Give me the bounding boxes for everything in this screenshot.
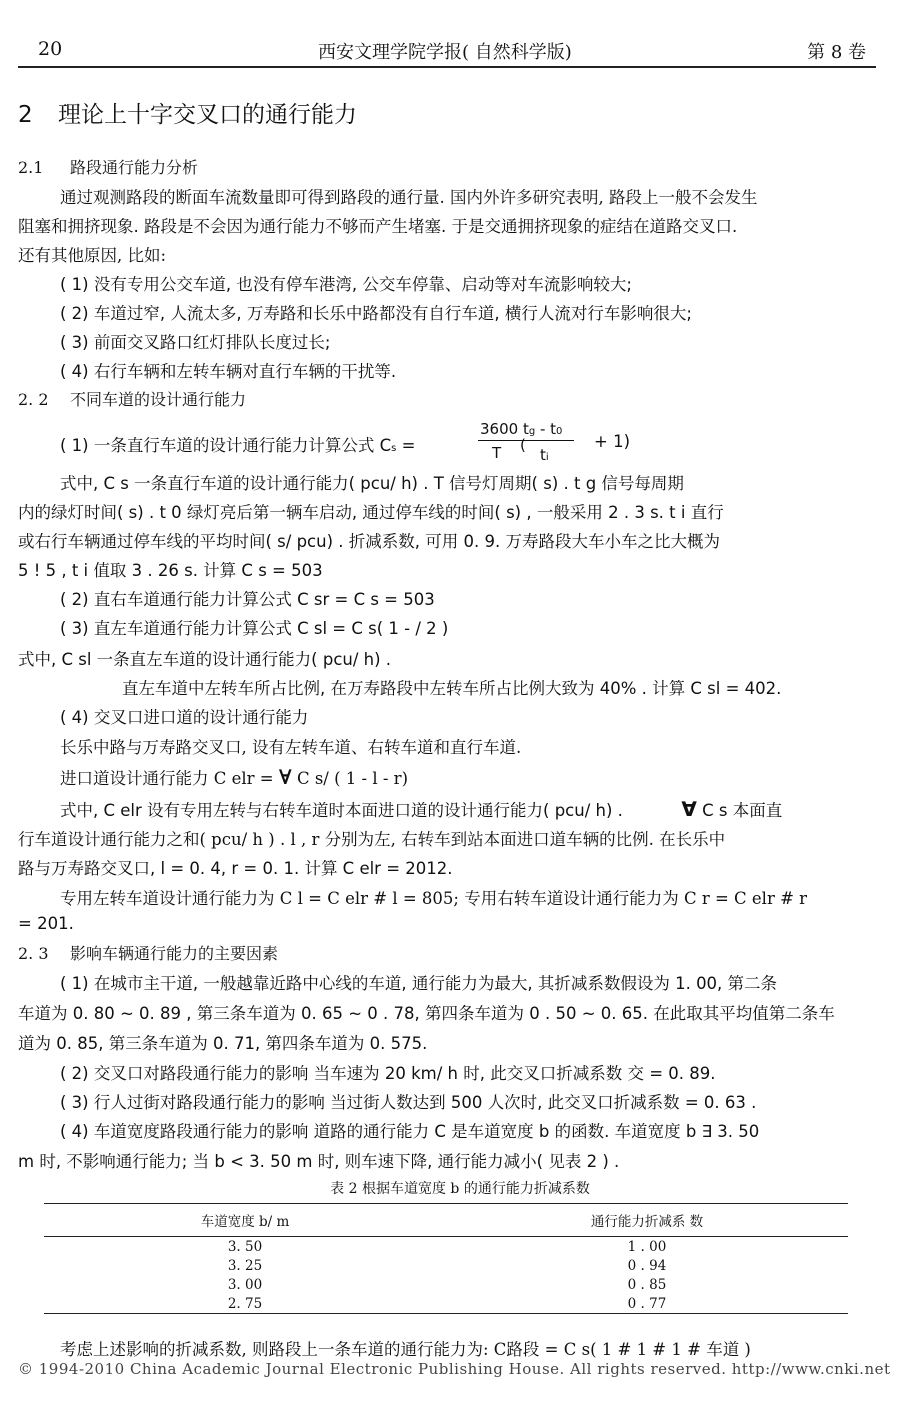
sum-symbol: ∀ [278, 765, 292, 789]
formula-text: t [540, 446, 546, 464]
table-row [44, 1275, 848, 1294]
paragraph-line: 通过观测路段的断面车流数量即可得到路段的通行量. 国内外许多研究表明, 路段上一般不会发生 [60, 188, 758, 207]
subsection-number: 2. 2 [18, 390, 49, 409]
subsection-title: 影响车辆通行能力的主要因素 [70, 944, 279, 963]
paragraph-line: = 201. [18, 914, 74, 933]
fraction-bar [478, 440, 574, 441]
table-row [44, 1256, 848, 1275]
list-item: ( 4) 右行车辆和左转车辆对直行车辆的干扰等. [60, 362, 397, 381]
formula-subscript: s [391, 443, 397, 454]
paragraph-line: ( 3) 行人过街对路段通行能力的影响 当过街人数达到 500 人次时, 此交叉口折减系数 = 0. 63 . [60, 1093, 757, 1112]
formula-1-label [60, 432, 415, 456]
subsection-heading-2-1 [18, 155, 198, 178]
formula-text: C s/ ( 1 - l - r) [296, 769, 409, 788]
paragraph-line: ( 4) 车道宽度路段通行能力的影响 道路的通行能力 C 是车道宽度 b 的函数. 车道宽度 b ∃ 3. 50 [60, 1122, 760, 1141]
subsection-title: 路段通行能力分析 [70, 158, 199, 177]
subsection-heading-2-2 [18, 387, 246, 410]
paragraph-line: 道为 0. 85, 第三条车道为 0. 71, 第四条车道为 0. 575. [18, 1034, 428, 1053]
subsection-heading-2-3 [18, 941, 278, 964]
formula-1-denominator: T [492, 444, 502, 462]
formula-paren: ( [520, 436, 526, 454]
paragraph-line: 或右行车辆通过停车线的平均时间( s/ pcu) . 折减系数, 可用 0. 9. 万寿路段大车小车之比大概为 [18, 532, 720, 551]
formula-subscript: g [528, 426, 536, 437]
formula-equals: = [401, 436, 416, 455]
section-number: 2 [18, 102, 33, 128]
column-header: 通行能力折减系 数 [446, 1204, 848, 1237]
formula-2: ( 2) 直右车道通行能力计算公式 C sr = C s = 503 [60, 590, 435, 609]
volume-label: 第 8 卷 [807, 42, 866, 63]
section-heading [18, 96, 357, 129]
table-cell: 0 . 94 [627, 1257, 667, 1274]
column-header: 车道宽度 b/ m [44, 1204, 446, 1237]
formula-subscript: i [545, 452, 549, 463]
table-header-row [44, 1204, 848, 1237]
paragraph-line [60, 797, 920, 821]
table-row [44, 1294, 848, 1314]
formula-1-inner-denominator [540, 446, 549, 464]
paragraph-line: 直左车道中左转车所占比例, 在万寿路段中左转车所占比例大致为 40% . 计算 C sl = 402. [122, 679, 782, 698]
paragraph-line: ( 2) 交叉口对路段通行能力的影响 当车速为 20 km/ h 时, 此交叉口折减系数 交 = 0. 89. [60, 1064, 716, 1083]
section-title: 理论上十字交叉口的通行能力 [58, 102, 357, 128]
formula-text: 式中, C elr 设有专用左转与右转车道时本面进口道的设计通行能力( pcu/ h) . [60, 801, 623, 820]
paragraph-line: 行车道设计通行能力之和( pcu/ h ) . l , r 分别为左, 右转车到站本面进口道车辆的比例. 在长乐中 [18, 830, 726, 849]
page-number: 20 [38, 38, 63, 60]
journal-name: 西安文理学院学报( 自然科学版) [318, 42, 572, 63]
copyright-footer: © 1994-2010 China Academic Journal Electronic Publishing House. All rights reserved. http://www.cnki.net [18, 1360, 891, 1378]
paragraph-line: 专用左转车道设计通行能力为 C l = C elr # l = 805; 专用右转车道设计通行能力为 C r = C elr # r [60, 889, 808, 908]
formula-4-label: ( 4) 交叉口进口道的设计通行能力 [60, 708, 309, 727]
formula-3: ( 3) 直左车道通行能力计算公式 C sl = C s( 1 - / 2 ) [60, 619, 449, 638]
table-cell: 2. 75 [44, 1294, 446, 1314]
paragraph-line: 路与万寿路交叉口, l = 0. 4, r = 0. 1. 计算 C elr = 2012. [18, 859, 453, 878]
table-cell: 3. 00 [227, 1276, 263, 1293]
formula-text: 3600 t [480, 420, 529, 438]
formula-text: 进口道设计通行能力 C elr = [60, 769, 274, 788]
reduction-factor-table [44, 1203, 848, 1314]
paragraph-line: 5 ! 5 , t i 值取 3 . 26 s. 计算 C s = 503 [18, 561, 323, 580]
paragraph-line: 车道为 0. 80 ~ 0. 89 , 第三条车道为 0. 65 ~ 0 . 78, 第四条车道为 0 . 50 ~ 0. 65. 在此取其平均值第二条车 [18, 1004, 835, 1023]
formula-text: C s 本面直 [702, 801, 783, 820]
formula-text: ( 1) 一条直行车道的设计通行能力计算公式 C [60, 436, 392, 455]
paragraph-line: 式中, C sl 一条直左车道的设计通行能力( pcu/ h) . [18, 650, 392, 669]
paragraph-line: 内的绿灯时间( s) . t 0 绿灯亮后第一辆车启动, 通过停车线的时间( s) , 一般采用 2 . 3 s. t i 直行 [18, 503, 724, 522]
subsection-title: 不同车道的设计通行能力 [70, 390, 247, 409]
list-item: ( 2) 车道过窄, 人流太多, 万寿路和长乐中路都没有自行车道, 横行人流对行车影响很大; [60, 304, 692, 323]
formula-subscript: 0 [556, 426, 563, 437]
table-cell: 0 . 85 [627, 1276, 667, 1293]
table-cell: 0 . 77 [446, 1294, 848, 1314]
table-caption: 表 2 根据车道宽度 b 的通行能力折减系数 [330, 1181, 590, 1197]
table-cell: 1 . 00 [627, 1238, 667, 1255]
paragraph-line: ( 1) 在城市主干道, 一般越靠近路中心线的车道, 通行能力为最大, 其折减系数假设为 1. 00, 第二条 [60, 974, 778, 993]
formula-4 [60, 765, 920, 789]
paragraph-line: 式中, C s 一条直行车道的设计通行能力( pcu/ h) . T 信号灯周期( s) . t g 信号每周期 [60, 474, 684, 493]
table-row [44, 1237, 848, 1257]
subsection-number: 2.1 [18, 158, 44, 177]
sum-symbol: ∀ [681, 797, 697, 821]
paragraph-line: m 时, 不影响通行能力; 当 b < 3. 50 m 时, 则车速下降, 通行能力减小( 见表 2 ) . [18, 1152, 620, 1171]
list-item: ( 3) 前面交叉路口红灯排队长度过长; [60, 333, 331, 352]
paragraph-line: 考虑上述影响的折减系数, 则路段上一条车道的通行能力为: C路段 = C s( 1 # 1 # 1 # 车道 ) [60, 1340, 751, 1359]
subsection-number: 2. 3 [18, 944, 49, 963]
formula-text: - t [535, 420, 557, 438]
table-cell: 3. 50 [227, 1238, 263, 1255]
table-cell: 3. 25 [227, 1257, 263, 1274]
running-header [18, 36, 876, 68]
paragraph-line: 阻塞和拥挤现象. 路段是不会因为通行能力不够而产生堵塞. 于是交通拥挤现象的症结在道路交叉口. [18, 217, 738, 236]
formula-1-tail: + 1) [594, 432, 631, 451]
paragraph-line: 长乐中路与万寿路交叉口, 设有左转车道、右转车道和直行车道. [60, 738, 522, 757]
list-item: ( 1) 没有专用公交车道, 也没有停车港湾, 公交车停靠、启动等对车流影响较大; [60, 275, 632, 294]
paragraph-line: 还有其他原因, 比如: [18, 246, 167, 265]
